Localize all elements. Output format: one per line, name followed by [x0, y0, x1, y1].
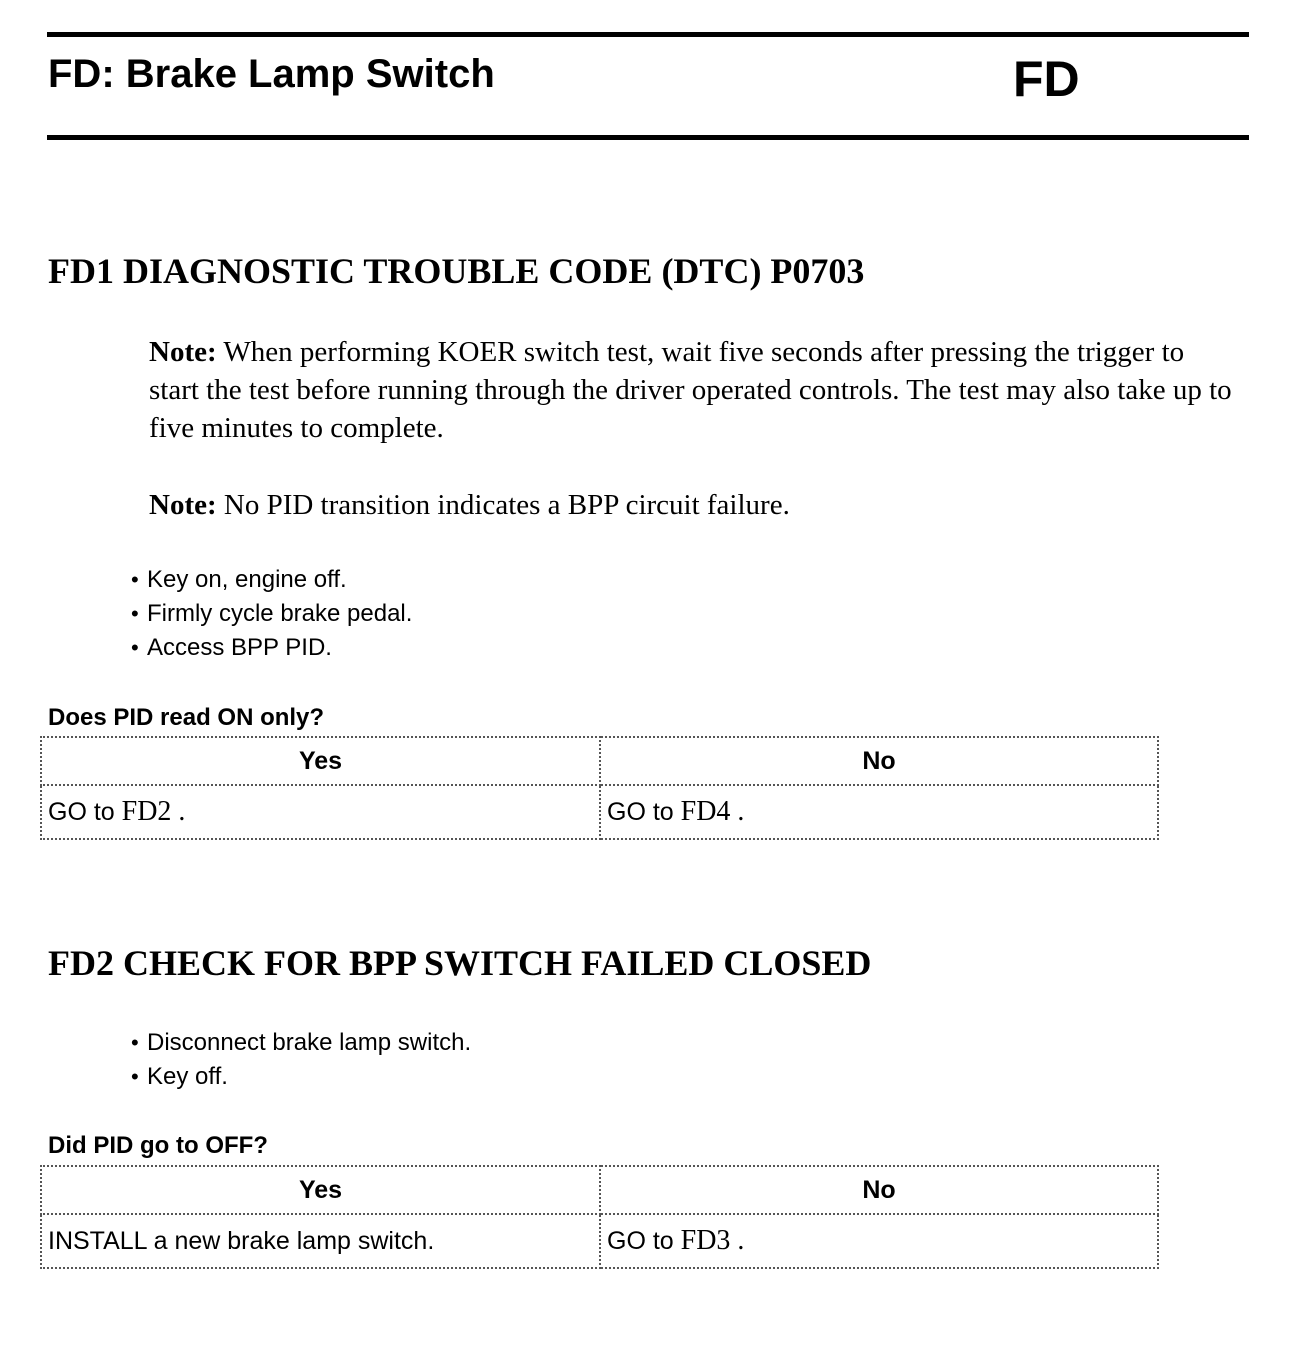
header-rule-top — [47, 32, 1249, 37]
list-item-text: Key off. — [147, 1063, 228, 1090]
list-item — [131, 563, 412, 597]
note-koer — [149, 333, 1239, 447]
no-cell — [600, 1214, 1158, 1268]
note-label: Note: — [149, 489, 217, 521]
yes-cell — [41, 1214, 600, 1268]
bullet-icon: • — [131, 1064, 139, 1089]
table-header-row — [41, 1166, 1158, 1214]
note-pid-transition — [149, 486, 1239, 524]
no-action: GO to — [607, 798, 674, 826]
table-header-row — [41, 737, 1158, 785]
list-item-text: Firmly cycle brake pedal. — [147, 600, 413, 627]
yes-link-fd2[interactable]: FD2 . — [121, 796, 186, 827]
table-row — [41, 1214, 1158, 1268]
no-link-fd4[interactable]: FD4 . — [680, 796, 745, 827]
yes-header: Yes — [41, 737, 600, 785]
yes-action: INSTALL a new brake lamp switch. — [48, 1226, 435, 1255]
list-item — [131, 597, 412, 631]
document-title: FD: Brake Lamp Switch — [48, 52, 495, 96]
fd1-result-table — [40, 736, 1159, 840]
header-rule-bottom — [47, 135, 1249, 140]
section-code: FD — [1013, 51, 1080, 107]
list-item — [131, 1060, 471, 1094]
bullet-icon: • — [131, 635, 139, 660]
fd1-question: Does PID read ON only? — [48, 704, 325, 731]
step-heading-fd1: FD1 DIAGNOSTIC TROUBLE CODE (DTC) P0703 — [48, 251, 865, 291]
list-item — [131, 1026, 471, 1060]
table-row — [41, 785, 1158, 839]
bullet-icon: • — [131, 1030, 139, 1055]
fd2-step-list — [131, 1026, 471, 1094]
fd2-result-table — [40, 1165, 1159, 1269]
bullet-icon: • — [131, 567, 139, 592]
fd2-question: Did PID go to OFF? — [48, 1132, 268, 1159]
yes-header: Yes — [41, 1166, 600, 1214]
step-heading-fd2: FD2 CHECK FOR BPP SWITCH FAILED CLOSED — [48, 943, 872, 983]
list-item-text: Disconnect brake lamp switch. — [147, 1029, 472, 1056]
fd1-step-list — [131, 563, 412, 665]
note-text: When performing KOER switch test, wait five seconds after pressing the trigger to start the test before running through the driver operated controls. The test may also take up to five minutes to complete. — [149, 336, 1232, 444]
no-header: No — [600, 737, 1158, 785]
yes-action: GO to — [48, 798, 115, 826]
list-item-text: Key on, engine off. — [147, 566, 347, 593]
no-cell — [600, 785, 1158, 839]
note-text: No PID transition indicates a BPP circuit failure. — [216, 489, 790, 521]
note-label: Note: — [149, 336, 217, 368]
no-action: GO to — [607, 1227, 674, 1255]
yes-cell — [41, 785, 600, 839]
bullet-icon: • — [131, 601, 139, 626]
no-header: No — [600, 1166, 1158, 1214]
no-link-fd3[interactable]: FD3 . — [680, 1225, 745, 1256]
list-item — [131, 631, 412, 665]
list-item-text: Access BPP PID. — [147, 634, 332, 661]
